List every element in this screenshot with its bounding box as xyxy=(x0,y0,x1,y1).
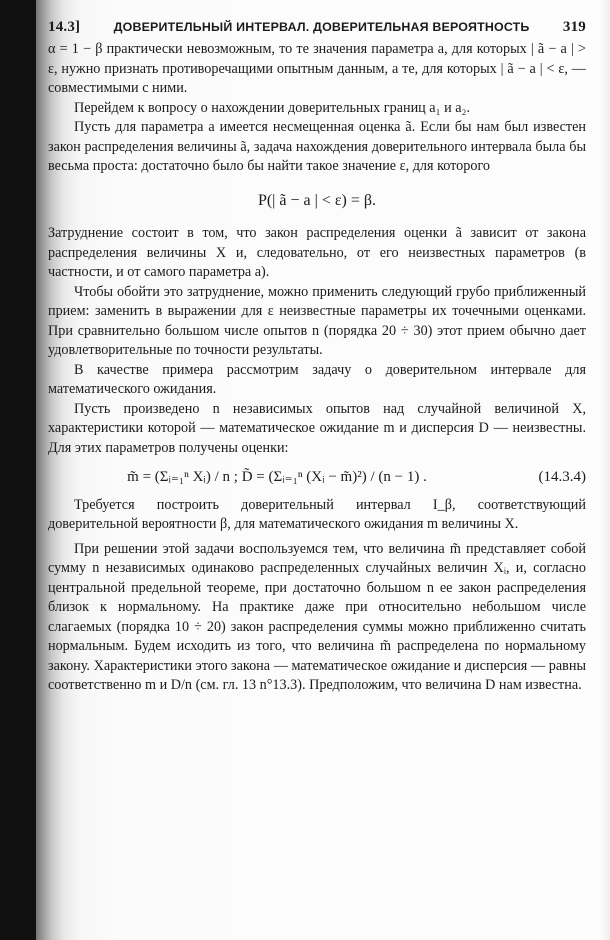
page-number: 319 xyxy=(562,19,586,35)
estimates-formula-row xyxy=(48,468,586,488)
equation-number: (14.3.4) xyxy=(538,469,586,485)
paragraph-6: В качестве примера рассмотрим задачу о доверительном интервале для математического ожидания. xyxy=(48,361,586,397)
paragraph-5: Чтобы обойти это затруднение, можно применить следующий грубо приближенный прием: заменить в выражении для ε неизвестные параметры их точечными оценками. При сравнительно большом числе опытов n (порядка 20 ÷ 30) этот прием обычно дает удовлетворительные по точности результаты. xyxy=(48,283,586,358)
paragraph-9: При решении этой задачи воспользуемся тем, что величина m̃ представляет собой сумму n независимых одинаково распределенных случайных величин Xᵢ, и, согласно центральной предельной теореме, при достаточно большом n ее закон распределения близок к нормальному. На практике даже при относительно небольшом числе слагаемых (порядка 10 ÷ 20) закон распределения суммы можно приближенно считать нормальным. Будем исходить из того, что величина m̃ распределена по нормальному закону. Характеристики этого закона — математическое ожидание и дисперсия — равны соответственно m и D/n (см. гл. 13 n°13.3). Предположим, что величина D нам известна. xyxy=(48,540,586,693)
text-column xyxy=(48,18,586,696)
paragraph-4: Затруднение состоит в том, что закон распределения оценки ã зависит от закона распределения величины X и, следовательно, от его неизвестных параметров (в частности, и от самого параметра a). xyxy=(48,225,586,280)
probability-formula: P(| ã − a | < ε) = β. xyxy=(257,191,377,209)
section-number: 14.3] xyxy=(48,19,81,35)
paragraph-8: Требуется построить доверительный интервал I_β, соответствующий доверительной вероятности β, для математического ожидания m величины X. xyxy=(48,496,586,532)
header-title: ДОВЕРИТЕЛЬНЫЙ ИНТЕРВАЛ. ДОВЕРИТЕЛЬНАЯ ВЕРОЯТНОСТЬ xyxy=(113,20,530,34)
paragraph-1: α = 1 − β практически невозможным, то те значения параметра a, для которых | ã − a | > ε, нужно признать противоречащими опытным данным, а те, для которых | ã − a | < ε, — совместимыми с ними. xyxy=(48,41,586,96)
estimates-formula: m̃ = (Σᵢ₌₁ⁿ Xᵢ) / n ; D̃ = (Σᵢ₌₁ⁿ (Xᵢ − m̃)²) / (n − 1) . xyxy=(127,469,427,485)
paragraph-2: Перейдем к вопросу о нахождении доверительных границ a₁ и a₂. xyxy=(74,99,471,116)
running-header xyxy=(48,18,586,40)
paragraph-7: Пусть произведено n независимых опытов над случайной величиной X, характеристики которой — математическое ожидание m и дисперсия D — неизвестны. Для этих параметров получены оценки: xyxy=(48,400,586,456)
paragraph-3: Пусть для параметра a имеется несмещенная оценка ã. Если бы нам был известен закон распределения величины ã, задача нахождения доверительного интервала была бы весьма проста: достаточно было бы найти такое значение ε, для которого xyxy=(48,119,586,174)
